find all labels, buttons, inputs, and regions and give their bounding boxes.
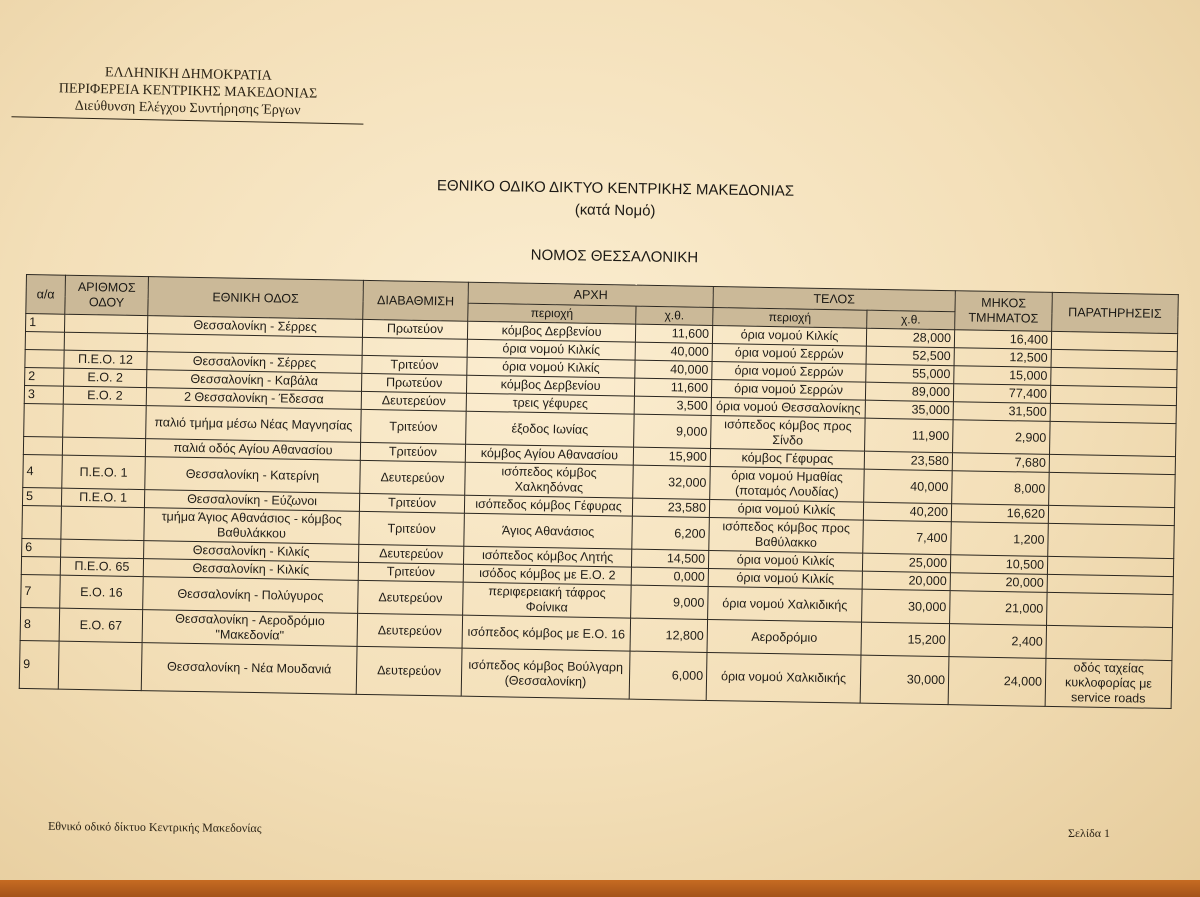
- cell-aa: [21, 556, 60, 575]
- cell-start-chainage: 11,600: [634, 378, 711, 397]
- cell-end-area: ισόπεδος κόμβος προς Βαθύλακκο: [709, 517, 864, 553]
- cell-length: 12,500: [954, 348, 1051, 368]
- cell-notes: [1048, 523, 1175, 558]
- cell-notes: [1049, 454, 1175, 474]
- section-title: ΝΟΜΟΣ ΘΕΣΣΑΛΟΝΙΚΗ: [530, 246, 699, 267]
- cell-aa: [25, 331, 64, 350]
- cell-start-area: ισόπεδος κόμβος Λητής: [464, 546, 632, 567]
- cell-end-chainage: 20,000: [862, 571, 950, 591]
- cell-aa: [22, 505, 62, 539]
- cell-aa: 8: [20, 607, 60, 641]
- cell-road: Θεσσαλονίκη - Σέρρες: [147, 316, 362, 338]
- col-header-start-chainage: χ.θ.: [636, 306, 713, 325]
- cell-start-area: έξοδος Ιωνίας: [466, 411, 635, 447]
- cell-start-chainage: 3,500: [634, 396, 711, 415]
- cell-start-chainage: 14,500: [631, 549, 708, 568]
- cell-end-chainage: 25,000: [862, 553, 950, 573]
- cell-end-chainage: 40,000: [864, 469, 953, 504]
- cell-start-chainage: 15,900: [633, 447, 710, 466]
- cell-length: 7,680: [952, 453, 1049, 473]
- cell-end-chainage: 89,000: [865, 382, 953, 402]
- cell-start-chainage: 6,000: [629, 651, 707, 700]
- cell-road: Θεσσαλονίκη - Καβάλα: [147, 370, 362, 392]
- cell-start-chainage: 9,000: [631, 585, 709, 619]
- cell-aa: [23, 436, 62, 455]
- road-table-wrapper: [19, 274, 1179, 709]
- cell-class: Δευτερεύον: [358, 580, 464, 615]
- cell-road: παλιό τμήμα μέσω Νέας Μαγνησίας: [146, 406, 362, 443]
- cell-start-area: τρεις γέφυρες: [466, 393, 634, 414]
- table-body: [19, 314, 1177, 709]
- cell-start-chainage: 32,000: [633, 465, 711, 499]
- cell-notes: [1051, 367, 1177, 387]
- cell-end-area: ισόπεδος κόμβος προς Σίνδο: [711, 415, 866, 451]
- cell-end-chainage: 55,000: [866, 364, 954, 384]
- document-subtitle: (κατά Νομό): [574, 201, 656, 220]
- cell-end-area: όρια νομού Σερρών: [712, 361, 866, 382]
- cell-start-chainage: 11,600: [635, 324, 712, 343]
- cell-start-area: Άγιος Αθανάσιος: [464, 513, 633, 549]
- cell-class: Τριτεύον: [361, 409, 467, 444]
- cell-road-number: Π.Ε.Ο. 1: [61, 488, 144, 507]
- road-table: [19, 274, 1179, 709]
- cell-notes: [1047, 592, 1174, 627]
- cell-class: Δευτερεύον: [361, 391, 466, 411]
- cell-road-number: Ε.Ο. 2: [63, 386, 146, 405]
- cell-aa: 6: [22, 538, 61, 557]
- cell-start-chainage: 23,580: [632, 498, 709, 517]
- cell-road: Θεσσαλονίκη - Κατερίνη: [145, 457, 361, 494]
- cell-aa: 1: [25, 314, 64, 333]
- cell-start-area: ισόπεδος κόμβος με Ε.Ο. 16: [462, 615, 631, 651]
- col-header-end-chainage: χ.θ.: [867, 310, 955, 330]
- document-title: ΕΘΝΙΚΟ ΟΔΙΚΟ ΔΙΚΤΥΟ ΚΕΝΤΡΙΚΗΣ ΜΑΚΕΔΟΝΙΑΣ: [436, 177, 795, 200]
- cell-notes: οδός ταχείας κυκλοφορίας με service roads: [1045, 658, 1172, 708]
- footer-caption: Εθνικό οδικό δίκτυο Κεντρικής Μακεδονίας: [47, 818, 262, 836]
- cell-length: 16,620: [951, 504, 1048, 524]
- cell-length: 31,500: [953, 402, 1050, 422]
- cell-road-number: Ε.Ο. 2: [64, 368, 147, 387]
- header-line-2: ΠΕΡΙΦΕΡΕΙΑ ΚΕΝΤΡΙΚΗΣ ΜΑΚΕΔΟΝΙΑΣ: [58, 81, 318, 102]
- header-line-3: Διεύθυνση Ελέγχου Συντήρησης Έργων: [74, 98, 301, 119]
- cell-notes: [1050, 385, 1176, 405]
- cell-road: Θεσσαλονίκη - Κιλκίς: [144, 541, 359, 563]
- cell-start-area: ισόπεδος κόμβος Γέφυρας: [464, 495, 632, 516]
- cell-road-number: [63, 404, 147, 438]
- cell-end-area: όρια νομού Χαλκιδικής: [706, 652, 861, 703]
- col-header-start: ΑΡΧΗ: [468, 282, 713, 307]
- cell-start-area: ισόπεδος κόμβος Χαλκηδόνας: [465, 462, 634, 498]
- header-line-1: ΕΛΛΗΝΙΚΗ ΔΗΜΟΚΡΑΤΙΑ: [104, 65, 272, 84]
- col-header-start-area: περιοχή: [468, 303, 636, 324]
- page-number: Σελίδα 1: [1068, 826, 1111, 840]
- document-titles: [329, 174, 900, 270]
- cell-length: 2,400: [949, 624, 1047, 659]
- cell-start-area: όρια νομού Κιλκίς: [467, 357, 635, 378]
- cell-start-area: όρια νομού Κιλκίς: [467, 339, 635, 360]
- cell-length: 1,200: [951, 522, 1049, 557]
- cell-start-chainage: 40,000: [635, 360, 712, 379]
- cell-end-chainage: 35,000: [865, 400, 953, 420]
- cell-notes: [1047, 574, 1173, 594]
- col-header-notes: ΠΑΡΑΤΗΡΗΣΕΙΣ: [1052, 292, 1179, 333]
- cell-end-area: Αεροδρόμιο: [707, 619, 862, 655]
- cell-end-area: όρια νομού Κιλκίς: [708, 568, 862, 589]
- cell-start-area: κόμβος Αγίου Αθανασίου: [465, 444, 633, 465]
- cell-length: 8,000: [952, 471, 1050, 506]
- cell-aa: [24, 403, 64, 437]
- cell-length: 2,900: [953, 420, 1051, 455]
- cell-start-chainage: 9,000: [634, 414, 712, 448]
- cell-road: Θεσσαλονίκη - Σέρρες: [147, 352, 362, 374]
- cell-length: 20,000: [950, 573, 1047, 593]
- issuer-header: [11, 62, 364, 124]
- cell-road-number: Π.Ε.Ο. 12: [64, 350, 147, 369]
- cell-end-chainage: 40,200: [863, 502, 951, 522]
- cell-length: 16,400: [954, 330, 1051, 350]
- cell-notes: [1046, 625, 1173, 660]
- desk-surface: [0, 880, 1200, 897]
- cell-road: Θεσσαλονίκη - Αεροδρόμιο "Μακεδονία": [142, 610, 358, 647]
- cell-end-area: όρια νομού Θεσσαλονίκης: [711, 397, 865, 418]
- cell-length: 21,000: [950, 591, 1048, 626]
- cell-road: 2 Θεσσαλονίκη - Έδεσσα: [146, 388, 361, 410]
- col-header-end-area: περιοχή: [713, 307, 867, 328]
- cell-aa: [25, 349, 64, 368]
- cell-length: 10,500: [950, 555, 1047, 575]
- cell-road-number: Ε.Ο. 16: [60, 575, 144, 609]
- col-header-class: ΔΙΑΒΑΘΜΙΣΗ: [363, 280, 469, 321]
- cell-road: Θεσσαλονίκη - Νέα Μουδανιά: [141, 643, 357, 695]
- cell-class: Τριτεύον: [359, 511, 465, 546]
- cell-road-number: [61, 506, 145, 540]
- cell-road-number: [64, 332, 147, 351]
- cell-notes: [1048, 505, 1174, 525]
- cell-notes: [1047, 556, 1173, 576]
- cell-aa: 7: [21, 574, 61, 608]
- cell-notes: [1049, 472, 1176, 507]
- cell-start-area: κόμβος Δερβενίου: [466, 375, 634, 396]
- cell-end-area: όρια νομού Σερρών: [712, 343, 866, 364]
- cell-length: 77,400: [953, 384, 1050, 404]
- cell-class: Τριτεύον: [362, 355, 467, 375]
- cell-start-chainage: 0,000: [631, 567, 708, 586]
- cell-end-chainage: 15,200: [861, 622, 950, 657]
- cell-road-number: Π.Ε.Ο. 1: [62, 455, 146, 489]
- cell-start-area: ισόπεδος κόμβος Βούλγαρη (Θεσσαλονίκη): [461, 648, 630, 699]
- cell-class: Πρωτεύον: [362, 373, 467, 393]
- cell-start-chainage: 6,200: [632, 516, 710, 550]
- cell-end-area: όρια νομού Κιλκίς: [712, 325, 866, 346]
- cell-class: Δευτερεύον: [359, 544, 464, 564]
- cell-notes: [1051, 331, 1177, 351]
- cell-road: Θεσσαλονίκη - Κιλκίς: [143, 559, 358, 581]
- cell-class: Δευτερεύον: [357, 613, 463, 648]
- cell-aa: 2: [25, 367, 64, 386]
- cell-class: Πρωτεύον: [362, 319, 467, 339]
- cell-start-chainage: 40,000: [635, 342, 712, 361]
- cell-notes: [1051, 349, 1177, 369]
- cell-road: Θεσσαλονίκη - Εύζωνοι: [144, 490, 359, 512]
- cell-aa: 3: [24, 385, 63, 404]
- cell-notes: [1050, 403, 1176, 423]
- cell-class: Τριτεύον: [358, 562, 463, 582]
- col-header-length: ΜΗΚΟΣ ΤΜΗΜΑΤΟΣ: [955, 291, 1053, 332]
- col-header-road: ΕΘΝΙΚΗ ΟΔΟΣ: [148, 277, 364, 320]
- cell-class: Δευτερεύον: [360, 460, 466, 495]
- cell-road-number: [62, 437, 145, 456]
- cell-class: Δευτερεύον: [356, 646, 462, 696]
- cell-road: Θεσσαλονίκη - Πολύγυρος: [143, 577, 359, 614]
- cell-aa: 4: [23, 454, 63, 488]
- cell-end-area: όρια νομού Χαλκιδικής: [708, 586, 863, 622]
- cell-start-chainage: 12,800: [630, 618, 708, 652]
- cell-end-chainage: 23,580: [864, 451, 952, 471]
- cell-class: Τριτεύον: [360, 442, 465, 462]
- cell-start-area: ισόδος κόμβος με Ε.Ο. 2: [463, 564, 631, 585]
- cell-notes: [1050, 421, 1177, 456]
- cell-end-chainage: 30,000: [862, 589, 951, 624]
- cell-road-number: [61, 539, 144, 558]
- cell-length: 24,000: [948, 657, 1046, 707]
- cell-class: [362, 337, 467, 357]
- cell-end-chainage: 30,000: [860, 655, 949, 705]
- col-header-road-number: ΑΡΙΘΜΟΣ ΟΔΟΥ: [65, 275, 149, 315]
- cell-end-area: κόμβος Γέφυρας: [710, 448, 864, 469]
- cell-end-area: όρια νομού Κιλκίς: [709, 499, 863, 520]
- cell-start-area: περιφερειακή τάφρος Φοίνικα: [463, 582, 632, 618]
- cell-end-chainage: 52,500: [866, 346, 954, 366]
- col-header-end: ΤΕΛΟΣ: [713, 286, 955, 311]
- cell-road: τμήμα Άγιος Αθανάσιος - κόμβος Βαθυλάκκου: [144, 508, 360, 545]
- cell-aa: 5: [22, 487, 61, 506]
- cell-end-area: όρια νομού Σερρών: [711, 379, 865, 400]
- cell-length: 15,000: [954, 366, 1051, 386]
- cell-road-number: Ε.Ο. 67: [59, 608, 143, 642]
- cell-end-area: όρια νομού Ημαθίας (ποταμός Λουδίας): [710, 466, 865, 502]
- cell-road-number: Π.Ε.Ο. 65: [60, 557, 143, 576]
- cell-end-chainage: 28,000: [866, 328, 954, 348]
- cell-end-chainage: 11,900: [865, 418, 954, 453]
- cell-road-number: [58, 641, 142, 690]
- cell-road: παλιά οδός Αγίου Αθανασίου: [145, 439, 360, 461]
- cell-class: Τριτεύον: [359, 493, 464, 513]
- cell-start-area: κόμβος Δερβενίου: [467, 321, 635, 342]
- cell-end-area: όρια νομού Κιλκίς: [708, 550, 862, 571]
- cell-aa: 9: [19, 640, 59, 689]
- cell-road-number: [64, 314, 147, 333]
- cell-end-chainage: 7,400: [863, 520, 952, 555]
- col-header-aa: α/α: [26, 275, 66, 315]
